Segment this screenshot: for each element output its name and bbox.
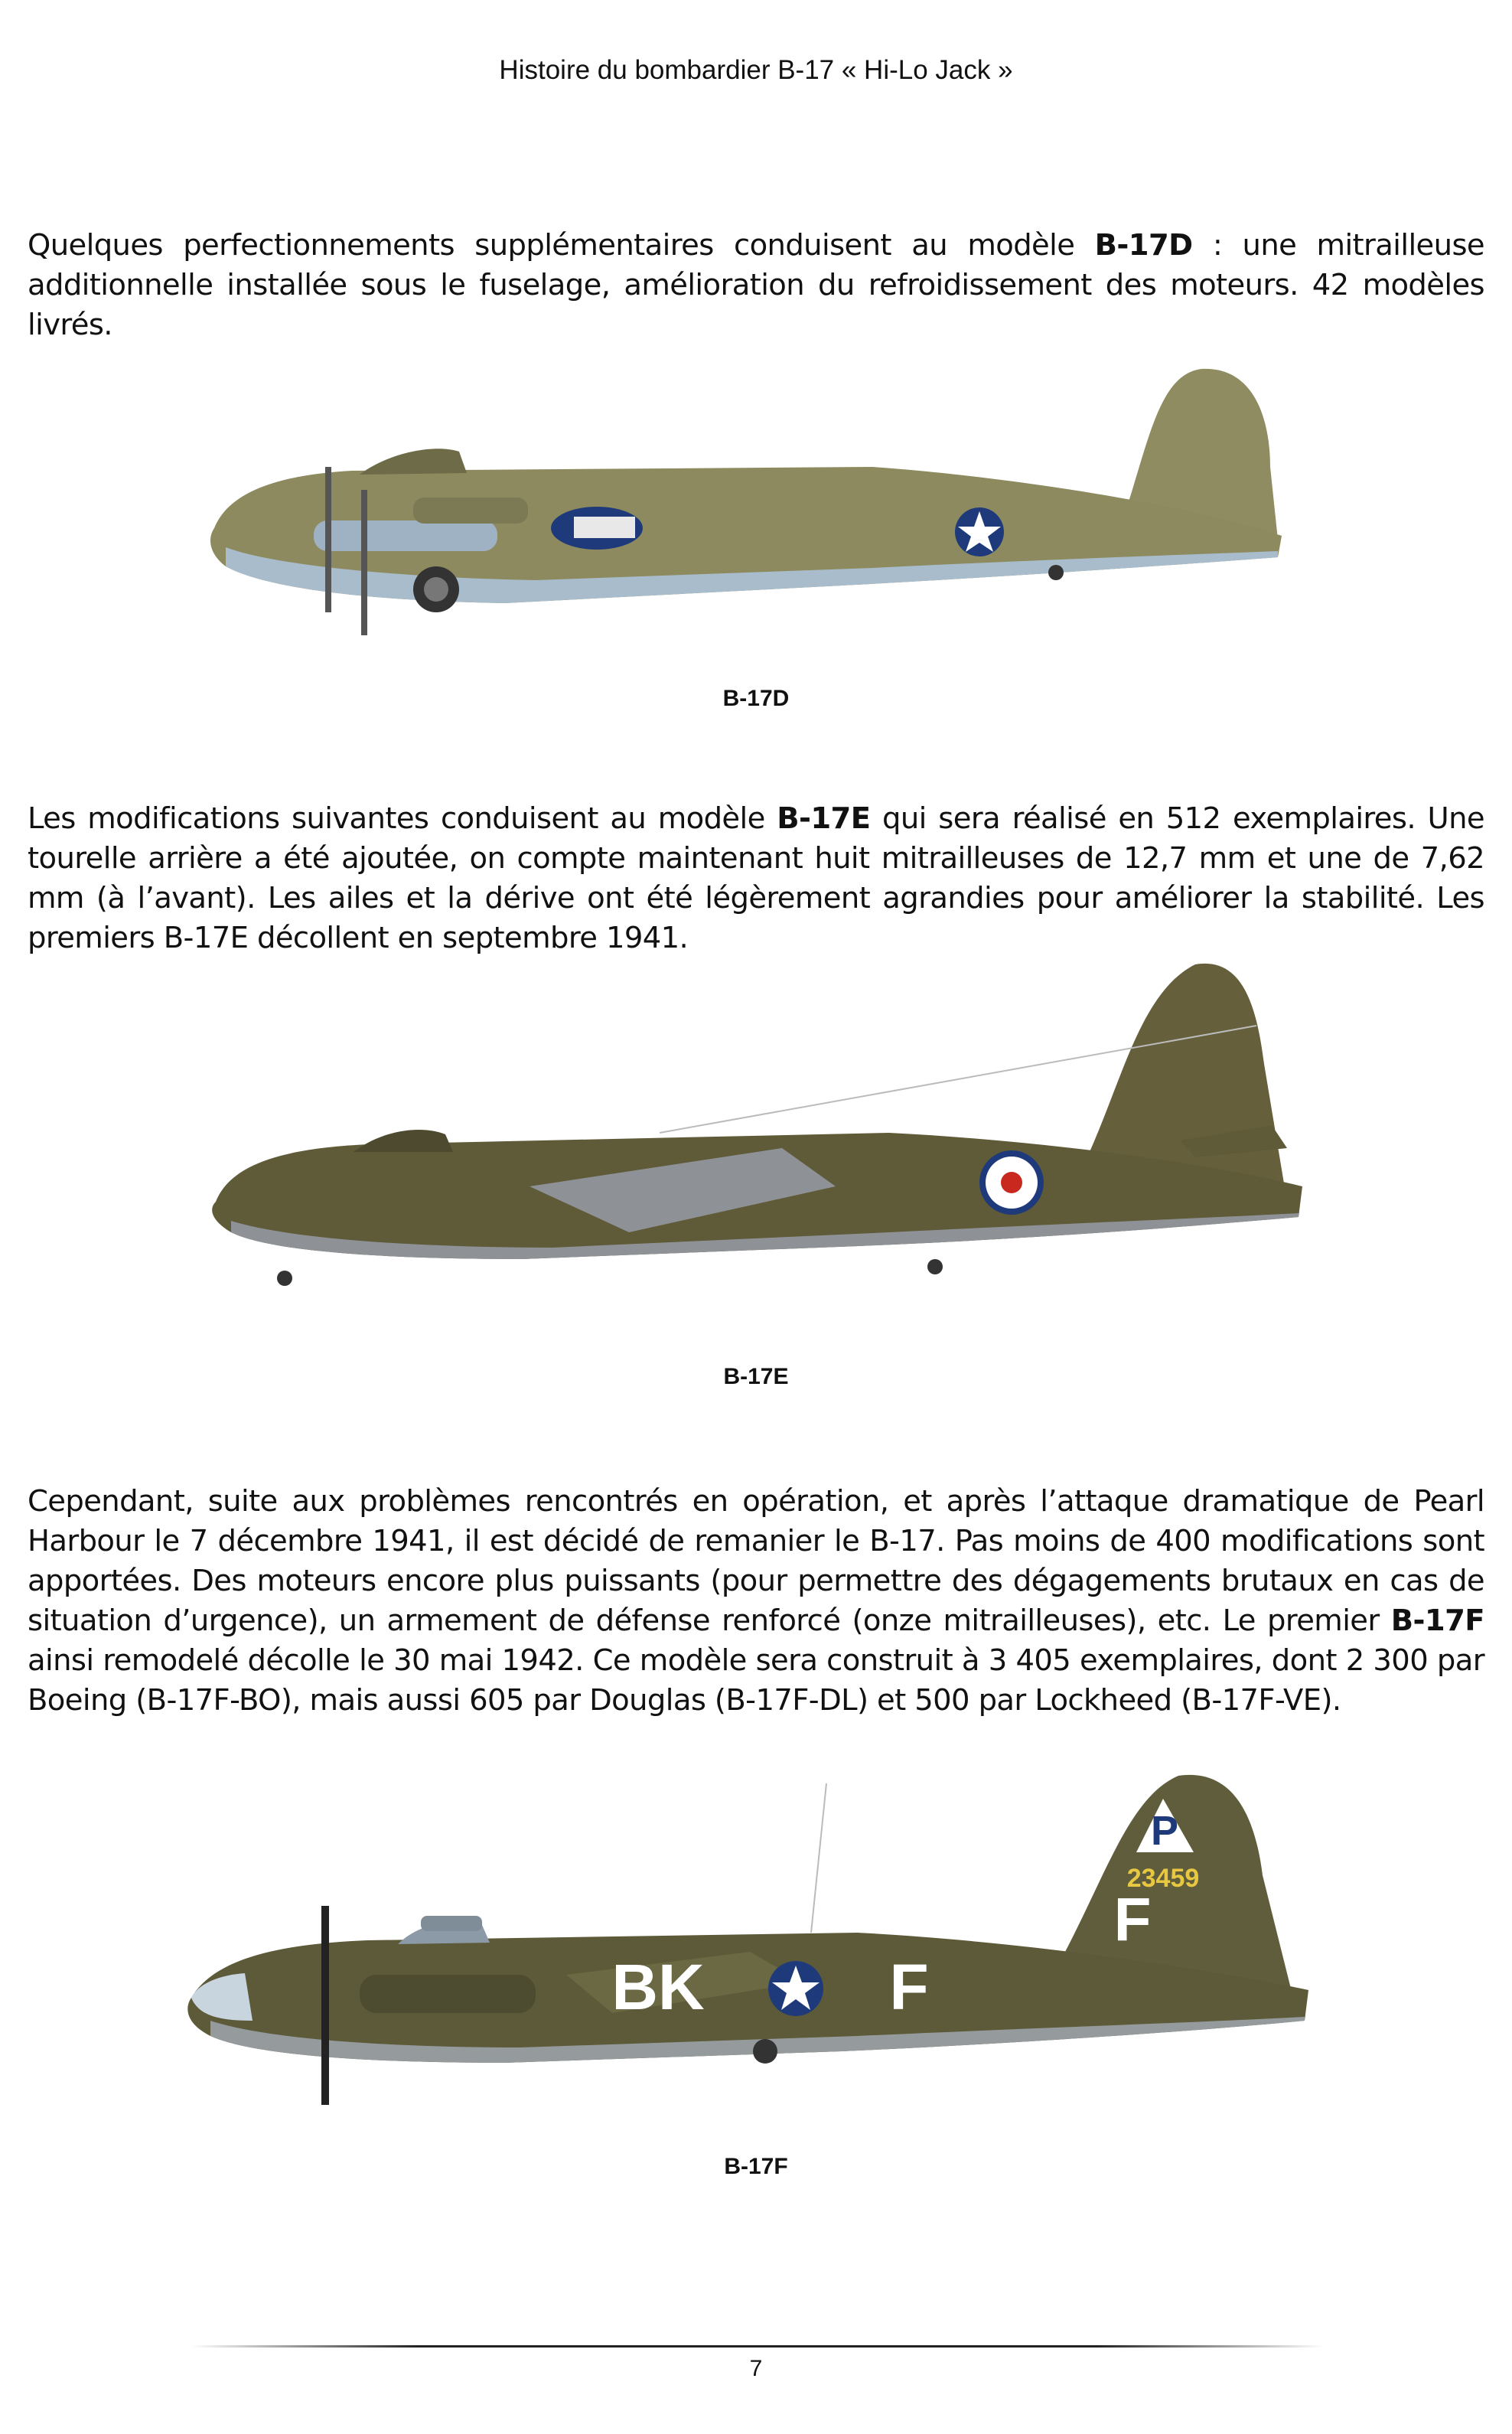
- tail-serial: 23459: [1126, 1864, 1200, 1893]
- b17d-illustration: [184, 360, 1286, 666]
- paragraph-text: Les modifications suivantes conduisent au modèle: [28, 801, 777, 836]
- tail-letter-bottom: F: [1113, 1885, 1152, 1953]
- fuselage-code-right: F: [889, 1951, 929, 2023]
- page-number: 7: [749, 2356, 763, 2381]
- paragraph-text: qui sera réalisé en 512 exemplaires. Une tourelle arrière a été ajoutée, on compte maintenant huit mitrailleuses de 12,7 mm et une de 7,62 mm (à l’avant). Les ailes et la dérive ont été légèrement agrandies pour améliorer la stabilité. Les premiers B-17E décollent en septembre 1941.: [28, 801, 1485, 955]
- paragraph-text: Cependant, suite aux problèmes rencontrés en opération, et après l’attaque dramatique de Pearl Harbour le 7 décembre 1941, il est décidé de remanier le B-17. Pas moins de 400 modifications sont apportées. Des moteurs encore plus puissants (pour permettre des dégagements brutaux en cas de situation d’urgence), un armement de défense renforcé (onze mitrailleuses), etc. Le premier: [28, 1484, 1484, 1638]
- paragraph-text: : une mitrailleuse additionnelle installée sous le fuselage, amélioration du refroidissement des moteurs. 42 modèles livrés.: [28, 228, 1484, 342]
- model-name: B-17F: [1390, 1604, 1484, 1638]
- b17e-illustration: [200, 957, 1318, 1324]
- paragraph-b17f: [28, 1482, 1484, 1721]
- fuselage-code-left: BK: [611, 1951, 705, 2023]
- b17f-illustration: [168, 1768, 1316, 2128]
- tail-letter-top: P: [1150, 1808, 1179, 1854]
- paragraph-text: ainsi remodelé décolle le 30 mai 1942. Ce modèle sera construit à 3 405 exemplaires, dont 2 300 par Boeing (B-17F-BO), mais aussi 605 par Douglas (B-17F-DL) et 500 par Lockheed (B-17F-VE).: [28, 1643, 1484, 1718]
- footer-divider: [191, 2345, 1324, 2348]
- paragraph-text: Quelques perfectionnements supplémentaires conduisent au modèle: [28, 228, 1095, 263]
- page-header-title: Histoire du bombardier B-17 « Hi-Lo Jack »: [499, 55, 1013, 85]
- caption-b17d: B-17D: [722, 686, 790, 711]
- model-name: B-17D: [1094, 228, 1193, 263]
- caption-b17e: B-17E: [723, 1364, 789, 1389]
- model-name: B-17E: [777, 801, 871, 836]
- caption-b17f: B-17F: [724, 2154, 788, 2179]
- paragraph-b17e: [28, 799, 1484, 958]
- paragraph-b17d: [28, 226, 1484, 345]
